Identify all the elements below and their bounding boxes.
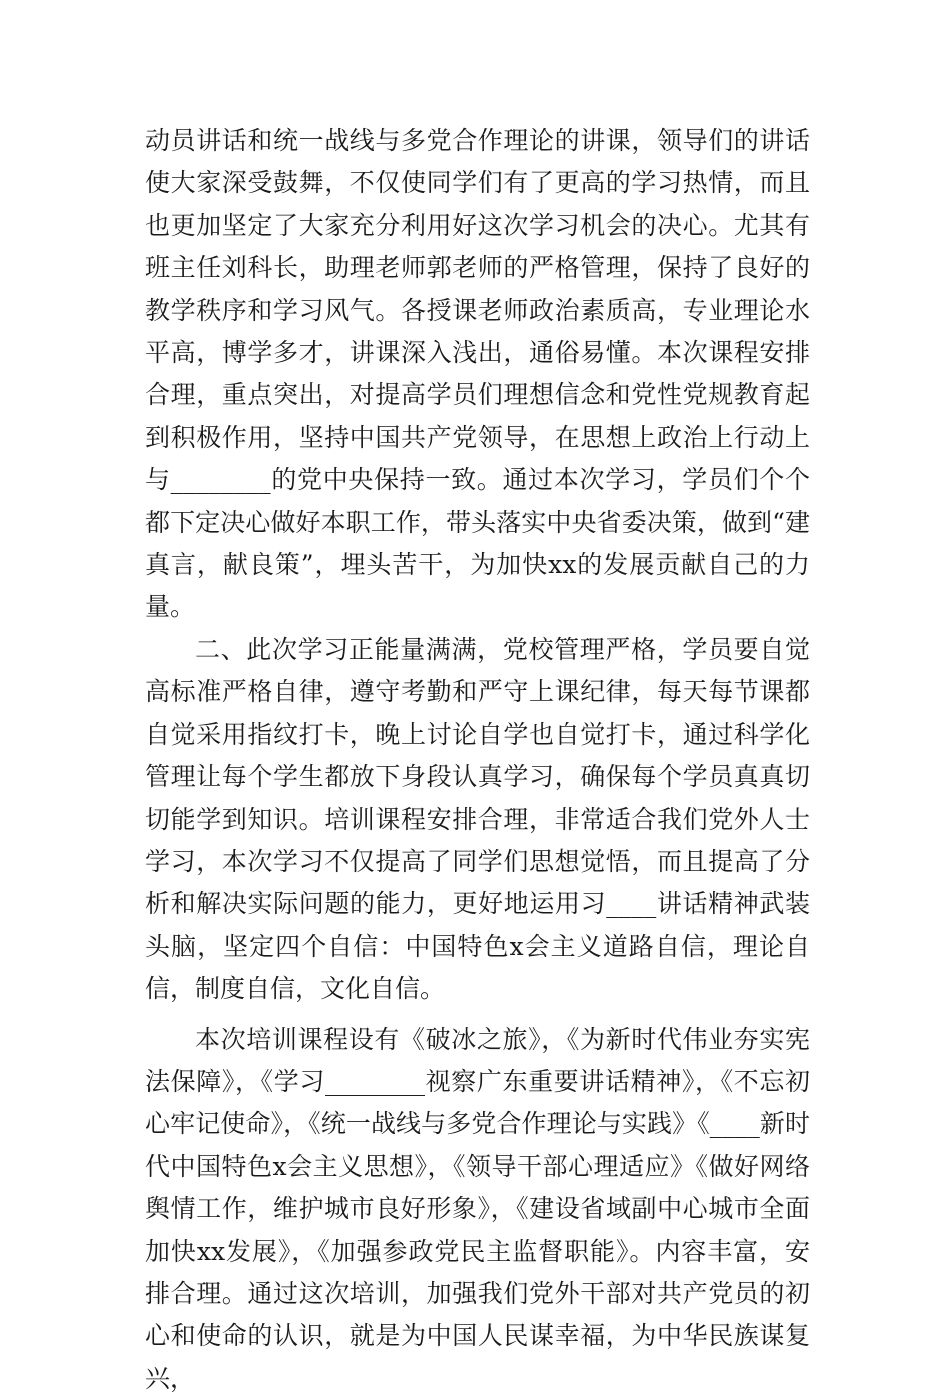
paragraph-section-two: 二、此次学习正能量满满，党校管理严格，学员要自觉高标准严格自律，遵守考勤和严守上课纪律，每天每节课都自觉采用指纹打卡，晚上讨论自学也自觉打卡，通过科学化管理让每个学生都放下身段认真学习，确保每个学员真真切切能学到知识。培训课程安排合理，非常适合我们党外人士学习，本次学习不仅提高了同学们思想觉悟，而且提高了分析和解决实际问题的能力，更好地运用习____讲话精神武装头脑，坚定四个自信：中国特色x会主义道路自信，理论自信，制度自信，文化自信。 (145, 634, 810, 1004)
document-body (145, 120, 810, 1400)
paragraph-continued: 动员讲话和统一战线与多党合作理论的讲课，领导们的讲话使大家深受鼓舞，不仅使同学们有了更高的学习热情，而且也更加坚定了大家充分利用好这次学习机会的决心。尤其有班主任刘科长，助理老师郭老师的严格管理，保持了良好的教学秩序和学习风气。各授课老师政治素质高，专业理论水平高，博学多才，讲课深入浅出，通俗易懂。本次课程安排合理，重点突出，对提高学员们理想信念和党性党规教育起到积极作用，坚持中国共产党领导，在思想上政治上行动上与________的党中央保持一致。通过本次学习，学员们个个都下定决心做好本职工作，带头落实中央省委决策，做到“建真言，献良策”，埋头苦干，为加快xx的发展贡献自己的力量。 (145, 126, 810, 622)
paragraph-course-list: 本次培训课程设有《破冰之旅》，《为新时代伟业夯实宪法保障》，《学习________视察广东重要讲话精神》，《不忘初心牢记使命》，《统一战线与多党合作理论与实践》《____新时代中国特色x会主义思想》，《领导干部心理适应》《做好网络舆情工作，维护城市良好形象》，《建设省域副中心城市全面加快xx发展》，《加强参政党民主监督职能》。内容丰富，安排合理。通过这次培训，加强我们党外干部对共产党员的初心和使命的认识，就是为中国人民谋幸福，为中华民族谋复兴， (145, 1024, 810, 1393)
